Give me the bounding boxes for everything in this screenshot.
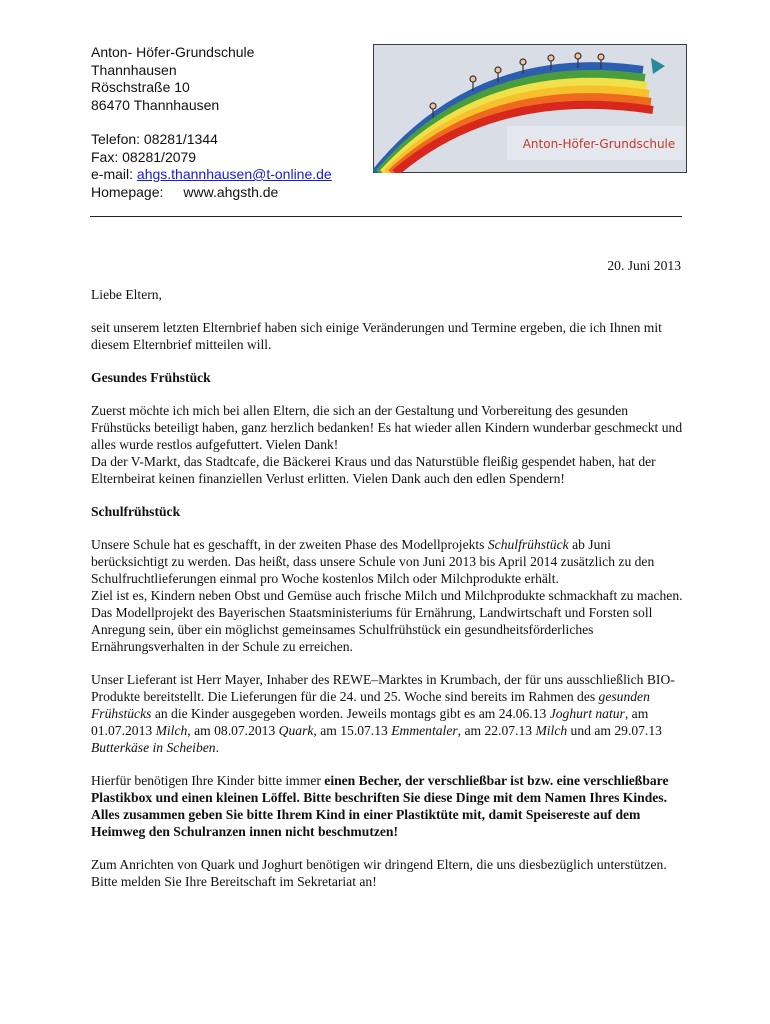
school-breakfast-paragraph-2: Ziel ist es, Kindern neben Obst und Gemüse auch frische Milch und Milchprodukte schmackhaft zu machen. Das Modellprojekt des Bayerischen Staatsministeriums für Ernährung, Landwirtschaft und Forsten soll Anregung sein, über ein möglichst gemeinsames Schulfrühstück ein gesundheitsförderliches Ernährungsverhalten in der Schule zu erreichen. bbox=[91, 588, 683, 654]
volunteer-paragraph: Zum Anrichten von Quark und Joghurt benötigen wir dringend Eltern, die uns diesbezüglich unterstützen. Bitte melden Sie Ihre Bereitschaft im Sekretariat an! bbox=[91, 857, 667, 889]
salutation: Liebe Eltern, bbox=[91, 287, 162, 302]
school-homepage-line bbox=[91, 184, 381, 202]
school-fax: Fax: 08281/2079 bbox=[91, 148, 197, 165]
requirements-paragraph: Hierfür benötigen Ihre Kinder bitte immer einen Becher, der verschließbar ist bzw. eine verschließbare Plastikbox und einen kleinen Löffel. Bitte beschriften Sie diese Dinge mit dem Namen Ihres Kindes. Alles zusammen geben Sie bitte Ihrem Kind in einer Plastiktüte mit, damit Speisereste auf dem Heimweg den Schulranzen innen nicht beschmutzen! bbox=[91, 773, 669, 839]
supplier-paragraph: Unser Lieferant ist Herr Mayer, Inhaber des REWE–Marktes in Krumbach, der für uns ausschließlich BIO-Produkte bereitstellt. Die Lieferungen für die 24. und 25. Woche sind bereits im Rahmen des gesunden Frühstücks an die Kinder ausgegeben worden. Jeweils montags gibt es am 24.06.13 Joghurt natur, am 01.07.2013 Milch, am 08.07.2013 Quark, am 15.07.13 Emmentaler, am 22.07.13 Milch und am 29.07.13 Butterkäse in Scheiben. bbox=[91, 672, 675, 755]
homepage-label: Homepage: bbox=[91, 183, 164, 200]
email-label: e-mail: bbox=[91, 166, 137, 182]
heading-schulfruehstueck: Schulfrühstück bbox=[91, 504, 181, 519]
school-breakfast-paragraph-1: Unsere Schule hat es geschafft, in der zweiten Phase des Modellprojekts Schulfrühstück ab Juni berücksichtigt zu werden. Das heißt, dass unsere Schule von Juni 2013 bis April 2014 zusätzlich zu den Schulfruchtlieferungen einmal pro Woche kostenlos Milch oder Milchprodukte erhält. bbox=[91, 537, 655, 586]
school-postal-city: 86470 Thannhausen bbox=[91, 96, 220, 113]
school-phone: Telefon: 08281/1344 bbox=[91, 131, 218, 147]
school-email-line bbox=[91, 166, 381, 184]
school-street: Röschstraße 10 bbox=[91, 79, 190, 95]
school-name: Anton- Höfer-Grundschule bbox=[91, 44, 255, 60]
email-link[interactable]: ahgs.thannhausen@t-online.de bbox=[136, 166, 332, 182]
breakfast-paragraph-1: Zuerst möchte ich mich bei allen Eltern, die sich an der Gestaltung und Vorbereitung des gesunden Frühstücks beteiligt haben, ganz herzlich bedanken! Es hat wieder allen Kindern wunderbar geschmeckt und alles wurde restlos aufgefuttert. Vielen Dank! bbox=[91, 403, 683, 452]
school-address-block bbox=[91, 44, 381, 201]
breakfast-paragraph-2: Da der V-Markt, das Stadtcafe, die Bäckerei Kraus und das Naturstüble fleißig gespendet haben, hat der Elternbeirat keinen finanziellen Verlust erlitten. Vielen Dank auch den edlen Spendern! bbox=[91, 454, 656, 486]
letter-date: 20. Juni 2013 bbox=[607, 258, 681, 273]
heading-gesundes-fruehstueck: Gesundes Frühstück bbox=[91, 370, 211, 385]
homepage-url: www.ahgsth.de bbox=[183, 183, 279, 200]
school-town: Thannhausen bbox=[91, 61, 177, 78]
rainbow-banner-image bbox=[373, 44, 687, 173]
letter-body bbox=[91, 257, 686, 906]
header-divider bbox=[90, 216, 682, 217]
banner-caption: Anton-Höfer-Grundschule bbox=[522, 137, 676, 151]
intro-paragraph: seit unserem letzten Elternbrief haben sich einige Veränderungen und Termine ergeben, die ich Ihnen mit diesem Elternbrief mitteilen will. bbox=[91, 320, 662, 352]
